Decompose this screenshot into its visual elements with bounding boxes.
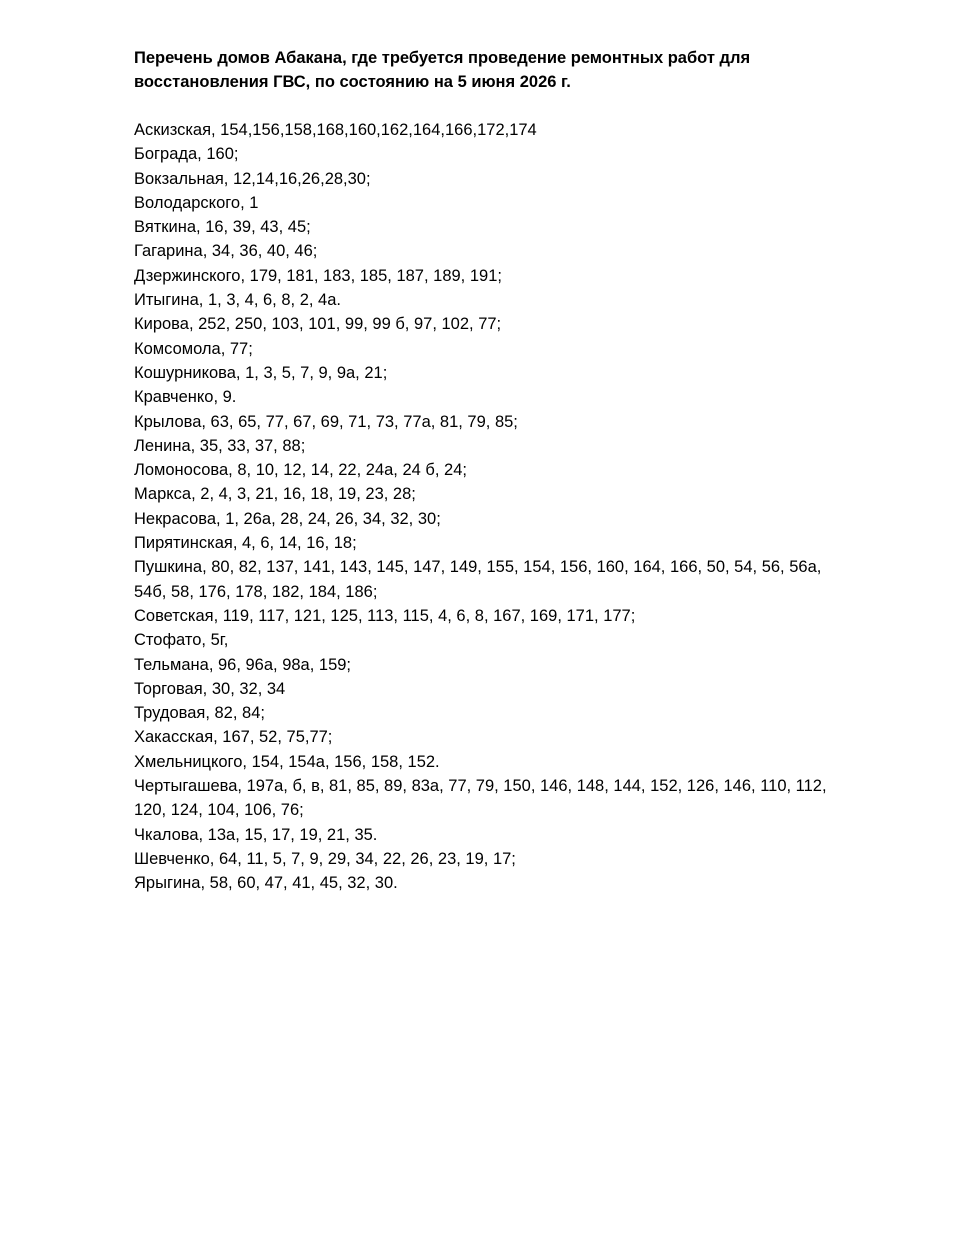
street-line: Пушкина, 80, 82, 137, 141, 143, 145, 147, 149, 155, 154, 156, 160, 164, 166, 50, 54, 56, 56а,: [134, 558, 822, 577]
street-line: Некрасова, 1, 26а, 28, 24, 26, 34, 32, 30;: [134, 509, 441, 528]
street-line: Чкалова, 13а, 15, 17, 19, 21, 35.: [134, 825, 378, 844]
street-line: Аскизская, 154,156,158,168,160,162,164,166,172,174: [134, 121, 537, 139]
street-line: Торговая, 30, 32, 34: [134, 679, 286, 698]
street-line: Чертыгашева, 197а, б, в, 81, 85, 89, 83а, 77, 79, 150, 146, 148, 144, 152, 126, 146, 110, 112,: [134, 777, 827, 796]
street-line: Пирятинская, 4, 6, 14, 16, 18;: [134, 534, 357, 553]
street-line: Ломоносова, 8, 10, 12, 14, 22, 24а, 24 б, 24;: [134, 461, 467, 480]
street-line: Кравченко, 9.: [134, 388, 237, 407]
street-line: Советская, 119, 117, 121, 125, 113, 115, 4, 6, 8, 167, 169, 171, 177;: [134, 606, 636, 625]
street-line: Дзержинского, 179, 181, 183, 185, 187, 189, 191;: [134, 266, 502, 285]
street-line: 54б, 58, 176, 178, 182, 184, 186;: [134, 582, 378, 601]
street-line: Кошурникова, 1, 3, 5, 7, 9, 9а, 21;: [134, 363, 388, 382]
street-list: [134, 118, 904, 896]
street-line: 120, 124, 104, 106, 76;: [134, 801, 304, 820]
street-line: Гагарина, 34, 36, 40, 46;: [134, 242, 318, 261]
document-title: [134, 46, 894, 94]
street-line: Кирова, 252, 250, 103, 101, 99, 99 б, 97, 102, 77;: [134, 315, 502, 334]
street-line: Итыгина, 1, 3, 4, 6, 8, 2, 4а.: [134, 291, 341, 310]
street-line: Вяткина, 16, 39, 43, 45;: [134, 218, 311, 237]
street-line: Стофато, 5г,: [134, 631, 229, 650]
street-line: Ярыгина, 58, 60, 47, 41, 45, 32, 30.: [134, 874, 398, 893]
street-line: Вокзальная, 12,14,16,26,28,30;: [134, 169, 371, 188]
street-line: Хмельницкого, 154, 154а, 156, 158, 152.: [134, 752, 440, 771]
street-line: Комсомола, 77;: [134, 339, 253, 358]
street-line: Володарского, 1: [134, 193, 259, 212]
street-line: Шевченко, 64, 11, 5, 7, 9, 29, 34, 22, 26, 23, 19, 17;: [134, 849, 516, 868]
title-line-2: восстановления ГВС, по состоянию на 5 июня 2026 г.: [134, 73, 571, 91]
street-line: Крылова, 63, 65, 77, 67, 69, 71, 73, 77а, 81, 79, 85;: [134, 412, 518, 431]
street-line: Тельмана, 96, 96а, 98а, 159;: [134, 655, 352, 674]
street-line: Трудовая, 82, 84;: [134, 704, 265, 723]
title-line-1: Перечень домов Абакана, где требуется проведение ремонтных работ для: [134, 49, 751, 67]
street-line: Хакасская, 167, 52, 75,77;: [134, 728, 333, 747]
street-line: Маркса, 2, 4, 3, 21, 16, 18, 19, 23, 28;: [134, 485, 416, 504]
street-line: Ленина, 35, 33, 37, 88;: [134, 436, 306, 455]
street-line: Бограда, 160;: [134, 145, 239, 164]
